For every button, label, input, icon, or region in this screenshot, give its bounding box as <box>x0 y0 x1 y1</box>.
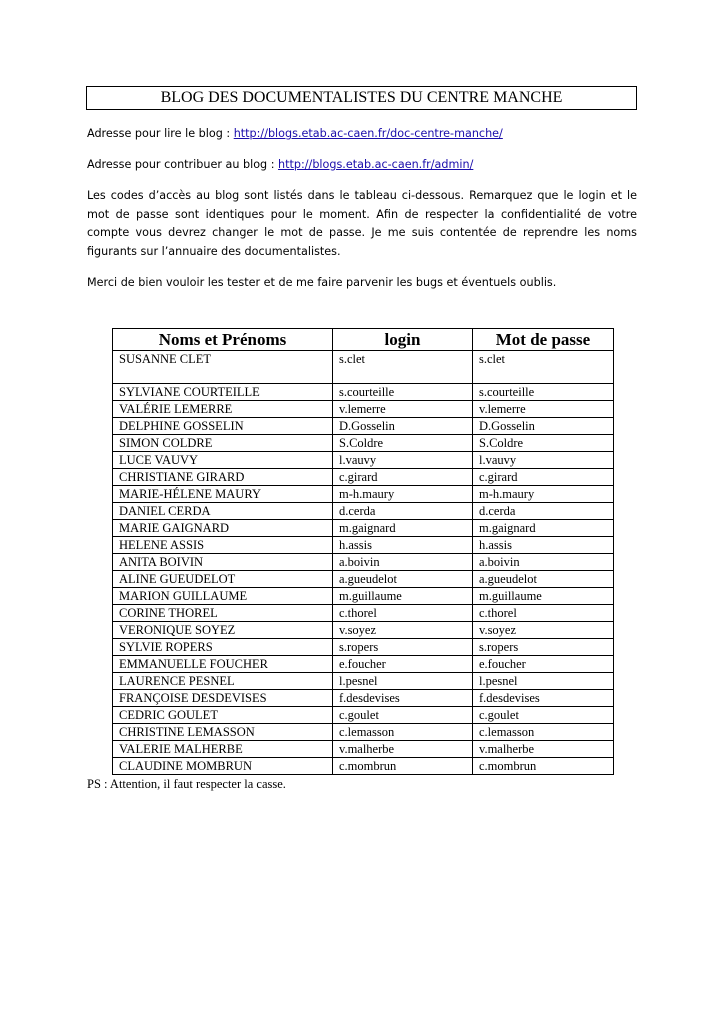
cell-login: s.ropers <box>333 639 473 656</box>
table-row <box>113 758 614 775</box>
cell-name: SYLVIE ROPERS <box>113 639 333 656</box>
cell-login: d.cerda <box>333 503 473 520</box>
cell-login: D.Gosselin <box>333 418 473 435</box>
cell-password: l.vauvy <box>473 452 614 469</box>
contribute-address-label: Adresse pour contribuer au blog : <box>87 158 279 171</box>
table-row <box>113 351 614 384</box>
header-password: Mot de passe <box>473 329 614 351</box>
header-names: Noms et Prénoms <box>113 329 333 351</box>
table-row <box>113 588 614 605</box>
cell-password: s.clet <box>473 351 614 384</box>
cell-password: S.Coldre <box>473 435 614 452</box>
cell-login: l.vauvy <box>333 452 473 469</box>
admin-blog-link[interactable]: http://blogs.etab.ac-caen.fr/admin/ <box>278 158 474 171</box>
cell-password: a.boivin <box>473 554 614 571</box>
cell-password: D.Gosselin <box>473 418 614 435</box>
cell-login: c.mombrun <box>333 758 473 775</box>
cell-password: s.ropers <box>473 639 614 656</box>
cell-login: s.courteille <box>333 384 473 401</box>
read-address-line <box>87 125 637 144</box>
table-row <box>113 452 614 469</box>
cell-login: v.malherbe <box>333 741 473 758</box>
cell-name: CEDRIC GOULET <box>113 707 333 724</box>
table-row <box>113 503 614 520</box>
cell-name: LAURENCE PESNEL <box>113 673 333 690</box>
thanks-paragraph: Merci de bien vouloir les tester et de me faire parvenir les bugs et éventuels oublis. <box>87 276 557 289</box>
table-row <box>113 656 614 673</box>
cell-name: SUSANNE CLET <box>113 351 333 384</box>
cell-password: f.desdevises <box>473 690 614 707</box>
access-codes-table <box>112 328 614 775</box>
table-row <box>113 554 614 571</box>
cell-password: m.guillaume <box>473 588 614 605</box>
cell-password: v.lemerre <box>473 401 614 418</box>
table-row <box>113 622 614 639</box>
cell-name: MARIE-HÉLENE MAURY <box>113 486 333 503</box>
cell-login: e.foucher <box>333 656 473 673</box>
table-row <box>113 435 614 452</box>
table-row <box>113 401 614 418</box>
cell-login: c.goulet <box>333 707 473 724</box>
cell-login: S.Coldre <box>333 435 473 452</box>
table-row <box>113 571 614 588</box>
table-row <box>113 724 614 741</box>
cell-login: a.boivin <box>333 554 473 571</box>
cell-login: s.clet <box>333 351 473 384</box>
cell-name: ANITA BOIVIN <box>113 554 333 571</box>
cell-name: VALÉRIE LEMERRE <box>113 401 333 418</box>
cell-login: m.guillaume <box>333 588 473 605</box>
table-row <box>113 707 614 724</box>
cell-password: h.assis <box>473 537 614 554</box>
table-row <box>113 605 614 622</box>
cell-name: ALINE GUEUDELOT <box>113 571 333 588</box>
intro-paragraph: Les codes d’accès au blog sont listés dans le tableau ci-dessous. Remarquez que le login et le mot de passe sont identiques pour le moment. Afin de respecter la confidentialité de votre compte vous devrez changer le mot de passe. Je me suis contentée de reprendre les noms figurants sur l’annuaire des documentalistes. <box>87 189 637 258</box>
cell-password: v.malherbe <box>473 741 614 758</box>
table-header-row <box>113 329 614 351</box>
cell-login: m-h.maury <box>333 486 473 503</box>
cell-name: CHRISTINE LEMASSON <box>113 724 333 741</box>
cell-password: m-h.maury <box>473 486 614 503</box>
cell-name: HELENE ASSIS <box>113 537 333 554</box>
read-address-label: Adresse pour lire le blog : <box>87 127 234 140</box>
cell-password: c.goulet <box>473 707 614 724</box>
cell-password: m.gaignard <box>473 520 614 537</box>
cell-password: a.gueudelot <box>473 571 614 588</box>
table-row <box>113 690 614 707</box>
cell-password: v.soyez <box>473 622 614 639</box>
cell-login: m.gaignard <box>333 520 473 537</box>
cell-login: v.soyez <box>333 622 473 639</box>
table-row <box>113 520 614 537</box>
cell-password: c.lemasson <box>473 724 614 741</box>
table-body <box>113 351 614 775</box>
cell-login: f.desdevises <box>333 690 473 707</box>
cell-name: VERONIQUE SOYEZ <box>113 622 333 639</box>
table-row <box>113 418 614 435</box>
table-row <box>113 384 614 401</box>
table-row <box>113 486 614 503</box>
cell-password: c.thorel <box>473 605 614 622</box>
table-row <box>113 673 614 690</box>
cell-login: h.assis <box>333 537 473 554</box>
ps-note: PS : Attention, il faut respecter la casse. <box>87 777 286 791</box>
table-row <box>113 469 614 486</box>
cell-name: VALERIE MALHERBE <box>113 741 333 758</box>
cell-password: e.foucher <box>473 656 614 673</box>
cell-password: l.pesnel <box>473 673 614 690</box>
cell-name: MARION GUILLAUME <box>113 588 333 605</box>
table-row <box>113 537 614 554</box>
page-title: BLOG DES DOCUMENTALISTES DU CENTRE MANCHE <box>86 86 637 110</box>
cell-name: MARIE GAIGNARD <box>113 520 333 537</box>
cell-name: EMMANUELLE FOUCHER <box>113 656 333 673</box>
cell-login: a.gueudelot <box>333 571 473 588</box>
cell-name: LUCE VAUVY <box>113 452 333 469</box>
cell-login: c.girard <box>333 469 473 486</box>
cell-name: CHRISTIANE GIRARD <box>113 469 333 486</box>
cell-name: DELPHINE GOSSELIN <box>113 418 333 435</box>
read-blog-link[interactable]: http://blogs.etab.ac-caen.fr/doc-centre-manche/ <box>233 127 503 140</box>
contribute-address-line <box>87 156 637 175</box>
cell-name: SIMON COLDRE <box>113 435 333 452</box>
table-row <box>113 741 614 758</box>
cell-name: FRANÇOISE DESDEVISES <box>113 690 333 707</box>
cell-password: s.courteille <box>473 384 614 401</box>
cell-login: v.lemerre <box>333 401 473 418</box>
cell-name: SYLVIANE COURTEILLE <box>113 384 333 401</box>
cell-name: CLAUDINE MOMBRUN <box>113 758 333 775</box>
cell-login: c.lemasson <box>333 724 473 741</box>
table-row <box>113 639 614 656</box>
cell-login: c.thorel <box>333 605 473 622</box>
cell-name: DANIEL CERDA <box>113 503 333 520</box>
cell-password: c.girard <box>473 469 614 486</box>
cell-login: l.pesnel <box>333 673 473 690</box>
cell-password: d.cerda <box>473 503 614 520</box>
header-login: login <box>333 329 473 351</box>
cell-password: c.mombrun <box>473 758 614 775</box>
cell-name: CORINE THOREL <box>113 605 333 622</box>
